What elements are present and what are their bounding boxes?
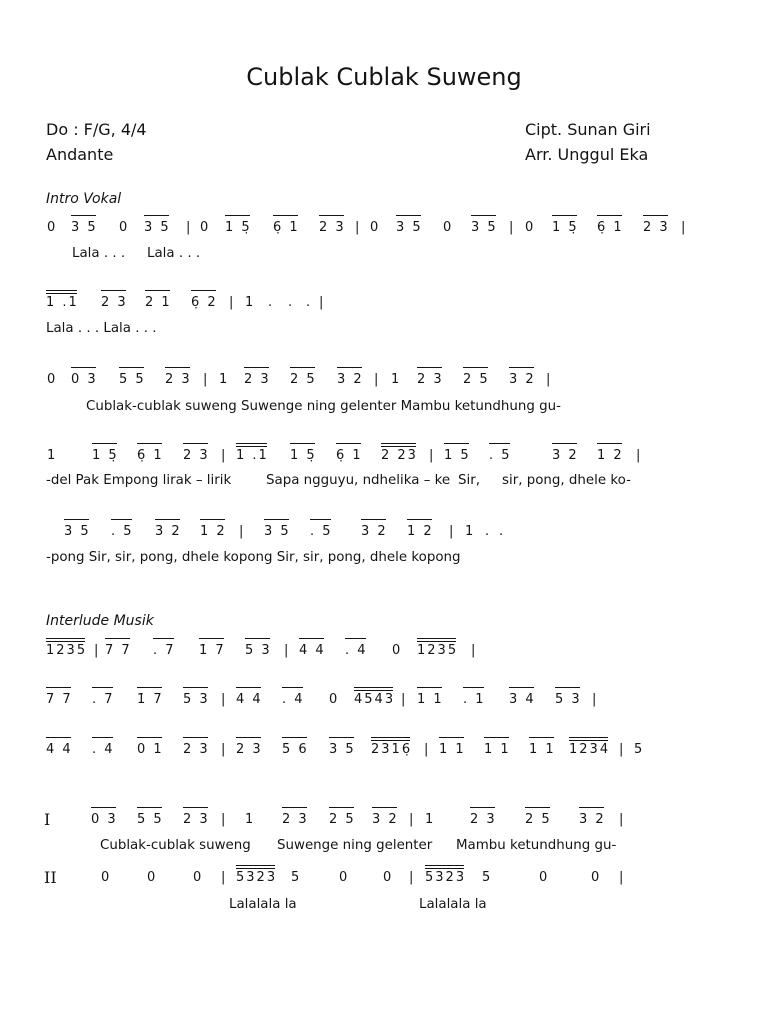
note-group: 6̣ 1 bbox=[336, 443, 363, 464]
arranger-credit: Arr. Unggul Eka bbox=[525, 145, 649, 164]
note-group: 0 bbox=[525, 220, 536, 235]
note-group: 3 5 bbox=[471, 215, 498, 236]
note-group: 2 3 bbox=[417, 367, 444, 388]
note-group: 5 3 bbox=[555, 687, 582, 708]
note-group: . 4 bbox=[92, 737, 115, 758]
song-title: Cublak Cublak Suweng bbox=[246, 63, 522, 91]
note-group: 5 bbox=[291, 870, 302, 885]
note-group: 6̣ 1 bbox=[137, 443, 164, 464]
note-group: 1 1 bbox=[439, 737, 466, 758]
note-group: 1 1 bbox=[529, 737, 556, 758]
note-group: 7 7 bbox=[105, 638, 132, 659]
note-group: 3 4 bbox=[509, 687, 536, 708]
note-group: 1 5̣ bbox=[552, 215, 579, 236]
note-group: 1̇ 7 bbox=[137, 687, 164, 708]
note-group: 0 bbox=[119, 220, 130, 235]
lyric-text: Lala . . . bbox=[72, 246, 126, 261]
key-and-meter: Do : F/G, 4/4 bbox=[46, 120, 147, 139]
bar-line: | bbox=[221, 692, 228, 707]
note-group: 1 1 bbox=[417, 687, 444, 708]
lyric-text: -del Pak Empong lirak – lirik bbox=[46, 473, 232, 488]
note-group: 3 2 bbox=[361, 519, 388, 540]
note-group: 2 3 bbox=[470, 807, 497, 828]
note-group: 1 5̣ bbox=[92, 443, 119, 464]
note-group: 1 .1 bbox=[46, 290, 79, 311]
note-group: 0 bbox=[47, 372, 58, 387]
note-group: 5323 bbox=[425, 865, 466, 886]
note-group: 2 3 bbox=[165, 367, 192, 388]
note-group: 1 bbox=[245, 295, 256, 310]
bar-line: | bbox=[409, 870, 416, 885]
note-group: 3 5 bbox=[396, 215, 423, 236]
note-group: 3 2 bbox=[579, 807, 606, 828]
bar-line: | bbox=[546, 372, 553, 387]
note-group: . 5 bbox=[111, 519, 134, 540]
bar-line: | bbox=[284, 643, 291, 658]
note-group: . 7 bbox=[153, 638, 176, 659]
note-group: 1235 bbox=[46, 638, 87, 659]
note-group: 5 5 bbox=[119, 367, 146, 388]
bar-line: | bbox=[409, 812, 416, 827]
lyric-text: Lala . . . bbox=[147, 246, 201, 261]
note-group: 1 1 bbox=[484, 737, 511, 758]
note-group: 4 4 bbox=[46, 737, 73, 758]
note-group: 2 3 bbox=[236, 737, 263, 758]
note-group: 0 bbox=[200, 220, 211, 235]
note-group: 6̣ 1 bbox=[273, 215, 300, 236]
note-group: 0 bbox=[339, 870, 350, 885]
bar-line: | bbox=[471, 643, 478, 658]
composer-credit: Cipt. Sunan Giri bbox=[525, 120, 651, 139]
note-group: 5 bbox=[634, 742, 645, 757]
note-group: 1 bbox=[245, 812, 256, 827]
note-group: 3 5 bbox=[71, 215, 98, 236]
part-one-label: I bbox=[44, 810, 51, 829]
note-group: 2 5 bbox=[525, 807, 552, 828]
note-group: 1 bbox=[47, 448, 58, 463]
lyric-text: Cublak-cublak suweng bbox=[100, 838, 251, 853]
note-group: 4543 bbox=[354, 687, 395, 708]
note-group: . 7 bbox=[92, 687, 115, 708]
lyric-text: Suwenge ning gelenter bbox=[277, 838, 433, 853]
note-group: 2 3 bbox=[101, 290, 128, 311]
note-group: 1 2 bbox=[200, 519, 227, 540]
note-group: . bbox=[268, 295, 275, 310]
note-group: 1 5̣ bbox=[225, 215, 252, 236]
note-group: 2 23 bbox=[381, 443, 418, 464]
note-group: 2 5 bbox=[329, 807, 356, 828]
note-group: 1̇ 7 bbox=[199, 638, 226, 659]
note-group: 3 5 bbox=[64, 519, 91, 540]
note-group: 0 bbox=[383, 870, 394, 885]
note-group: 0 bbox=[147, 870, 158, 885]
note-group: 0 bbox=[329, 692, 340, 707]
bar-line: | bbox=[221, 870, 228, 885]
note-group: 4 4 bbox=[236, 687, 263, 708]
lyric-text: Lalalala la bbox=[419, 897, 487, 912]
note-group: 1234 bbox=[569, 737, 610, 758]
note-group: 5 5 bbox=[137, 807, 164, 828]
note-group: . 5 bbox=[489, 443, 512, 464]
bar-line: | bbox=[429, 448, 436, 463]
bar-line: | bbox=[203, 372, 210, 387]
note-group: 3 5 bbox=[329, 737, 356, 758]
lyric-text: Sir, bbox=[458, 473, 480, 488]
interlude-section-label: Interlude Musik bbox=[46, 613, 154, 629]
note-group: 6̣ 1 bbox=[597, 215, 624, 236]
note-group: 4 4 bbox=[299, 638, 326, 659]
note-group: 0 bbox=[370, 220, 381, 235]
note-group: 2 1 bbox=[145, 290, 172, 311]
bar-line: | bbox=[619, 742, 626, 757]
note-group: 2 3 bbox=[183, 443, 210, 464]
note-group: 0 bbox=[392, 643, 403, 658]
note-group: 3 2 bbox=[337, 367, 364, 388]
lyric-text: Mambu ketundhung gu- bbox=[456, 838, 617, 853]
bar-line: | bbox=[239, 524, 246, 539]
bar-line: | bbox=[636, 448, 643, 463]
lyric-text: Lalalala la bbox=[229, 897, 297, 912]
note-group: 1235 bbox=[417, 638, 458, 659]
bar-line: | bbox=[374, 372, 381, 387]
note-group: 0 bbox=[443, 220, 454, 235]
note-group: 5 bbox=[482, 870, 493, 885]
part-two-label: II bbox=[44, 868, 57, 887]
note-group: 2316̣ bbox=[371, 737, 412, 758]
note-group: . 4 bbox=[345, 638, 368, 659]
note-group: 3 2 bbox=[155, 519, 182, 540]
lyric-text: -pong Sir, sir, pong, dhele kopong Sir, sir, pong, dhele kopong bbox=[46, 550, 461, 565]
note-group: 0 bbox=[539, 870, 550, 885]
bar-line: | bbox=[319, 295, 326, 310]
bar-line: | bbox=[424, 742, 431, 757]
note-group: 5323 bbox=[236, 865, 277, 886]
bar-line: | bbox=[229, 295, 236, 310]
note-group: 3 2 bbox=[372, 807, 399, 828]
note-group: 2 5 bbox=[290, 367, 317, 388]
note-group: 6̣ 2 bbox=[191, 290, 218, 311]
note-group: 2 3 bbox=[282, 807, 309, 828]
bar-line: | bbox=[221, 812, 228, 827]
note-group: 1 5 bbox=[444, 443, 471, 464]
note-group: 0 1 bbox=[137, 737, 164, 758]
bar-line: | bbox=[221, 448, 228, 463]
note-group: 1 bbox=[465, 524, 476, 539]
note-group: 1 .1 bbox=[236, 443, 269, 464]
note-group: 3 5 bbox=[264, 519, 291, 540]
bar-line: | bbox=[401, 692, 408, 707]
bar-line: | bbox=[619, 870, 626, 885]
note-group: 1 bbox=[219, 372, 230, 387]
bar-line: | bbox=[619, 812, 626, 827]
note-group: 7 7 bbox=[46, 687, 73, 708]
note-group: 1 2 bbox=[407, 519, 434, 540]
note-group: 5 6 bbox=[282, 737, 309, 758]
note-group: 2 3 bbox=[183, 807, 210, 828]
note-group: 2 3 bbox=[319, 215, 346, 236]
lyric-text: Lala . . . Lala . . . bbox=[46, 321, 157, 336]
note-group: 1 bbox=[425, 812, 436, 827]
bar-line: | bbox=[449, 524, 456, 539]
note-group: 3 2 bbox=[509, 367, 536, 388]
note-group: 1 2 bbox=[597, 443, 624, 464]
note-group: 0 bbox=[193, 870, 204, 885]
intro-section-label: Intro Vokal bbox=[46, 191, 122, 207]
note-group: 3 5 bbox=[144, 215, 171, 236]
note-group: 5 3 bbox=[183, 687, 210, 708]
note-group: 0 3 bbox=[71, 367, 98, 388]
bar-line: | bbox=[186, 220, 193, 235]
note-group: 3 2 bbox=[552, 443, 579, 464]
note-group: 1 5̣ bbox=[290, 443, 317, 464]
note-group: . 5 bbox=[310, 519, 333, 540]
bar-line: | bbox=[509, 220, 516, 235]
note-group: . bbox=[485, 524, 492, 539]
bar-line: | bbox=[94, 643, 101, 658]
note-group: 0 3 bbox=[91, 807, 118, 828]
lyric-text: Sapa ngguyu, ndhelika – ke bbox=[266, 473, 451, 488]
note-group: 0 bbox=[47, 220, 58, 235]
note-group: 1 bbox=[391, 372, 402, 387]
tempo-marking: Andante bbox=[46, 145, 114, 164]
note-group: 2 5 bbox=[463, 367, 490, 388]
note-group: 0 bbox=[101, 870, 112, 885]
bar-line: | bbox=[592, 692, 599, 707]
bar-line: | bbox=[221, 742, 228, 757]
note-group: . bbox=[499, 524, 506, 539]
note-group: . bbox=[306, 295, 313, 310]
note-group: . 4 bbox=[282, 687, 305, 708]
bar-line: | bbox=[681, 220, 688, 235]
note-group: 0 bbox=[591, 870, 602, 885]
note-group: 2 3 bbox=[244, 367, 271, 388]
lyric-text: sir, pong, dhele ko- bbox=[502, 473, 631, 488]
note-group: . 1 bbox=[463, 687, 486, 708]
bar-line: | bbox=[355, 220, 362, 235]
note-group: 2 3 bbox=[183, 737, 210, 758]
note-group: 2 3 bbox=[643, 215, 670, 236]
note-group: . bbox=[288, 295, 295, 310]
note-group: 5 3 bbox=[245, 638, 272, 659]
lyric-text: Cublak-cublak suweng Suwenge ning gelenter Mambu ketundhung gu- bbox=[86, 399, 561, 414]
